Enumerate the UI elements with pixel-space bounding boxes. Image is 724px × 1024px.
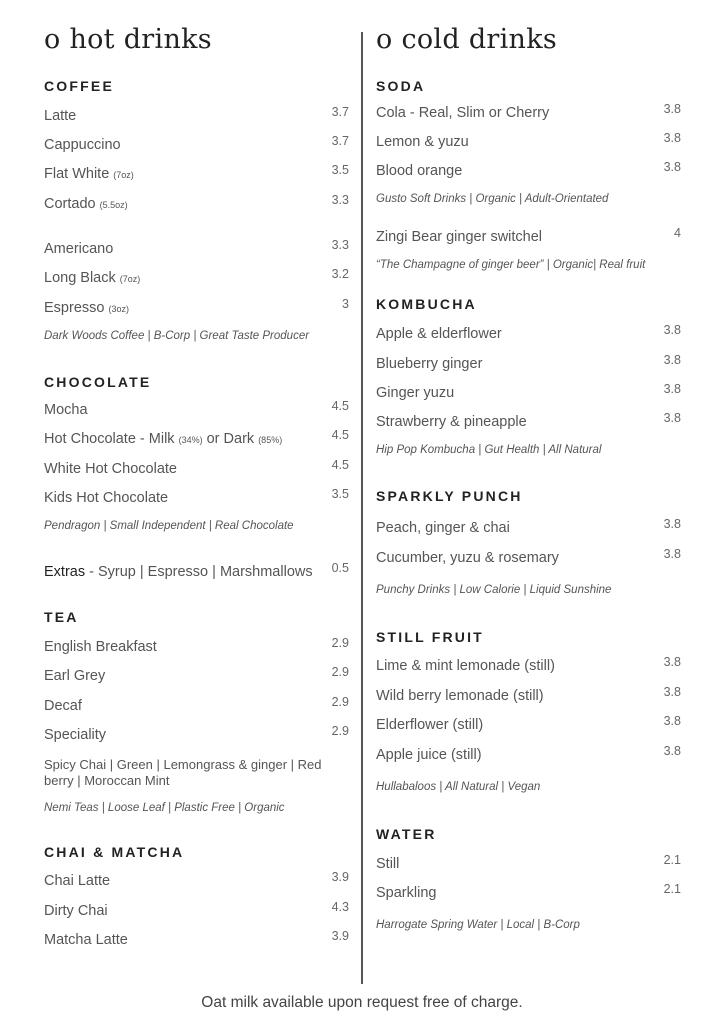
menu-item-apple-juice (376, 744, 681, 763)
menu-item-cortado (44, 193, 349, 212)
menu-item-long-black (44, 267, 349, 286)
item-name: White Hot Chocolate (44, 461, 177, 477)
menu-item-hot-chocolate (44, 428, 349, 447)
milk-percent: (34%) (178, 435, 203, 445)
item-name-or-dark: or Dark (202, 431, 259, 447)
item-name: Long Black (44, 270, 116, 286)
item-price: 3.8 (663, 744, 681, 758)
item-name: Lime & mint lemonade (still) (376, 658, 555, 674)
sparkly-punch-heading: SPARKLY PUNCH (376, 488, 523, 504)
item-price: 4 (674, 226, 681, 240)
menu-item-espresso (44, 297, 349, 316)
item-name: Ginger yuzu (376, 385, 455, 401)
menu-item-mocha (44, 399, 349, 418)
menu-item-lemon-yuzu (376, 131, 681, 150)
item-size: (7oz) (119, 274, 141, 284)
extras-label: Extras (44, 564, 86, 580)
tea-heading: TEA (44, 609, 79, 625)
item-name: Mocha (44, 402, 88, 418)
item-name: Still (376, 856, 400, 872)
item-price: 3.5 (331, 487, 349, 501)
menu-item-ginger-yuzu (376, 382, 681, 401)
item-price: 3.8 (663, 714, 681, 728)
soda-heading: SODA (376, 78, 426, 94)
menu-item-peach-ginger-chai (376, 517, 681, 536)
menu-item-wild-berry-lemonade (376, 685, 681, 704)
soda-supplier-note: Gusto Soft Drinks | Organic | Adult-Orientated (376, 193, 609, 205)
item-price: 3.5 (331, 163, 349, 177)
item-name: Apple & elderflower (376, 326, 502, 342)
menu-item-americano (44, 238, 349, 257)
oat-milk-footer-note: Oat milk available upon request free of charge. (201, 994, 523, 1011)
item-name: Apple juice (still) (376, 747, 482, 763)
menu-item-latte (44, 105, 349, 124)
item-price: 3 (342, 297, 349, 311)
coffee-supplier-note: Dark Woods Coffee | B-Corp | Great Taste Producer (44, 330, 310, 342)
fruit-supplier-note: Hullabaloos | All Natural | Vegan (376, 781, 541, 793)
item-name: Cola - Real, Slim or Cherry (376, 105, 550, 121)
punch-supplier-note: Punchy Drinks | Low Calorie | Liquid Sunshine (376, 584, 612, 596)
column-divider (361, 32, 363, 984)
item-name: Hot Chocolate - Milk (44, 431, 179, 447)
menu-item-kids-hot-chocolate (44, 487, 349, 506)
kombucha-heading: KOMBUCHA (376, 296, 477, 312)
item-name: Strawberry & pineapple (376, 414, 527, 430)
item-price: 3.8 (663, 411, 681, 425)
menu-item-cola (376, 102, 681, 121)
item-name: Lemon & yuzu (376, 134, 469, 150)
menu-item-elderflower (376, 714, 681, 733)
menu-item-white-hot-chocolate (44, 458, 349, 477)
menu-item-matcha-latte (44, 929, 349, 948)
item-size: (3oz) (108, 304, 129, 314)
item-name: Kids Hot Chocolate (44, 490, 169, 506)
dark-percent: (85%) (258, 435, 283, 445)
item-name: Dirty Chai (44, 903, 108, 919)
menu-item-extras (44, 561, 349, 580)
menu-item-lime-mint-lemonade (376, 655, 681, 674)
item-price: 3.7 (331, 134, 349, 148)
item-price: 4.3 (331, 900, 349, 914)
item-name: Wild berry lemonade (still) (376, 688, 544, 704)
item-price: 3.8 (663, 547, 681, 561)
item-name: Peach, ginger & chai (376, 520, 510, 536)
item-price: 0.5 (331, 561, 349, 575)
hot-drinks-title: o hot drinks (44, 24, 212, 55)
item-name: Speciality (44, 727, 107, 743)
item-price: 3.7 (331, 105, 349, 119)
item-name: Matcha Latte (44, 932, 128, 948)
item-name: English Breakfast (44, 639, 157, 655)
item-price: 4.5 (331, 399, 349, 413)
kombucha-supplier-note: Hip Pop Kombucha | Gut Health | All Natural (376, 444, 602, 456)
menu-item-chai-latte (44, 870, 349, 889)
item-price: 3.2 (331, 267, 349, 281)
chocolate-heading: CHOCOLATE (44, 374, 152, 390)
item-price: 3.8 (663, 102, 681, 116)
menu-item-zingi-bear (376, 226, 681, 245)
item-name: Blueberry ginger (376, 356, 483, 372)
water-heading: WATER (376, 826, 437, 842)
item-name: Americano (44, 241, 114, 257)
item-price: 3.8 (663, 323, 681, 337)
item-name: Cucumber, yuzu & rosemary (376, 550, 559, 566)
item-price: 2.9 (331, 636, 349, 650)
item-name: Zingi Bear ginger switchel (376, 229, 543, 245)
item-price: 3.3 (331, 193, 349, 207)
menu-item-dirty-chai (44, 900, 349, 919)
menu-item-earl-grey (44, 665, 349, 684)
still-fruit-heading: STILL FRUIT (376, 629, 484, 645)
item-price: 2.9 (331, 695, 349, 709)
item-price: 2.1 (663, 882, 681, 896)
item-price: 4.5 (331, 428, 349, 442)
menu-item-english-breakfast (44, 636, 349, 655)
item-price: 3.8 (663, 685, 681, 699)
tea-supplier-note: Nemi Teas | Loose Leaf | Plastic Free | Organic (44, 802, 285, 814)
item-name: Earl Grey (44, 668, 106, 684)
item-price: 2.9 (331, 724, 349, 738)
menu-item-cucumber-yuzu-rosemary (376, 547, 681, 566)
item-price: 3.8 (663, 353, 681, 367)
item-name: Cappuccino (44, 137, 121, 153)
item-price: 3.9 (331, 929, 349, 943)
item-name: Elderflower (still) (376, 717, 484, 733)
item-price: 3.8 (663, 131, 681, 145)
item-price: 4.5 (331, 458, 349, 472)
menu-item-cappuccino (44, 134, 349, 153)
item-price: 3.8 (663, 382, 681, 396)
menu-item-flat-white (44, 163, 349, 182)
menu-item-strawberry-pineapple (376, 411, 681, 430)
menu-item-sparkling-water (376, 882, 681, 901)
extras-options: - Syrup | Espresso | Marshmallows (85, 564, 313, 580)
menu-item-apple-elderflower (376, 323, 681, 342)
water-supplier-note: Harrogate Spring Water | Local | B-Corp (376, 919, 580, 931)
item-name: Cortado (44, 196, 96, 212)
item-name: Flat White (44, 166, 110, 182)
item-size: (7oz) (113, 170, 134, 180)
item-price: 2.1 (663, 853, 681, 867)
item-price: 3.8 (663, 160, 681, 174)
item-name: Decaf (44, 698, 82, 714)
item-price: 3.3 (331, 238, 349, 252)
menu-item-blueberry-ginger (376, 353, 681, 372)
item-name: Espresso (44, 300, 105, 316)
menu-item-still-water (376, 853, 681, 872)
coffee-heading: COFFEE (44, 78, 114, 94)
item-name: Sparkling (376, 885, 437, 901)
item-price: 3.9 (331, 870, 349, 884)
item-price: 3.8 (663, 655, 681, 669)
item-size: (5.5oz) (99, 200, 128, 210)
item-name: Chai Latte (44, 873, 111, 889)
menu-item-decaf (44, 695, 349, 714)
menu-item-blood-orange (376, 160, 681, 179)
menu-item-speciality (44, 724, 349, 743)
item-name: Blood orange (376, 163, 463, 179)
item-price: 2.9 (331, 665, 349, 679)
item-price: 3.8 (663, 517, 681, 531)
item-name: Latte (44, 108, 77, 124)
chai-matcha-heading: CHAI & MATCHA (44, 844, 185, 860)
speciality-tea-list: Spicy Chai | Green | Lemongrass & ginger | Red berry | Moroccan Mint (44, 757, 322, 788)
cold-drinks-title: o cold drinks (376, 24, 558, 55)
zingi-note: “The Champagne of ginger beer” | Organic| Real fruit (376, 259, 646, 271)
chocolate-supplier-note: Pendragon | Small Independent | Real Chocolate (44, 520, 294, 532)
